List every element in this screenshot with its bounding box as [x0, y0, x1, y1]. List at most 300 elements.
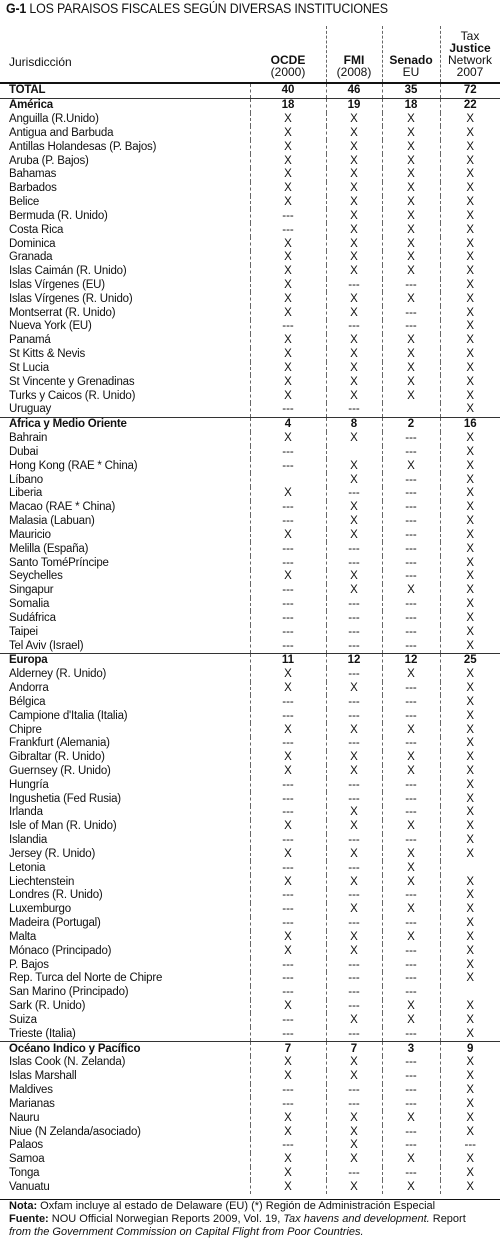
footer-note: Nota: Oxfam incluye al estado de Delaware (EU) (*) Región de Administración Especial: [9, 1200, 436, 1212]
title-text: LOS PARAISOS FISCALES SEGÚN DIVERSAS INSTITUCIONES: [29, 1, 388, 16]
mark-cell: X: [250, 1180, 326, 1194]
jurisdiction-cell: Malta: [9, 930, 37, 943]
mark-cell: 3: [382, 1042, 440, 1056]
table-row: [0, 958, 500, 972]
mark-cell: X: [250, 375, 326, 389]
table-row: [0, 529, 500, 543]
mark-cell: X: [440, 556, 500, 570]
table-row: [0, 1153, 500, 1167]
mark-cell: X: [326, 196, 382, 210]
mark-cell: X: [440, 806, 500, 820]
mark-cell: ---: [382, 279, 440, 293]
mark-cell: X: [440, 570, 500, 584]
mark-cell: X: [440, 944, 500, 958]
mark-cell: ---: [250, 542, 326, 556]
mark-cell: 25: [440, 653, 500, 667]
mark-cell: X: [326, 251, 382, 265]
mark-cell: X: [440, 611, 500, 625]
mark-cell: X: [250, 334, 326, 348]
mark-cell: X: [440, 1056, 500, 1070]
mark-cell: ---: [250, 778, 326, 792]
table-row: [0, 556, 500, 570]
header-divider: [382, 26, 383, 82]
mark-cell: X: [440, 792, 500, 806]
table-row: [0, 820, 500, 834]
jurisdiction-cell: St Lucia: [9, 361, 49, 374]
mark-cell: X: [250, 487, 326, 501]
table-row: [0, 1167, 500, 1181]
mark-cell: X: [440, 113, 500, 127]
jurisdiction-cell: Hungría: [9, 778, 49, 791]
table-row: [0, 695, 500, 709]
mark-cell: ---: [326, 917, 382, 931]
mark-cell: ---: [250, 806, 326, 820]
mark-cell: ---: [250, 958, 326, 972]
table-row: [0, 682, 500, 696]
table-row: [0, 279, 500, 293]
mark-cell: X: [250, 1056, 326, 1070]
mark-cell: 16: [440, 417, 500, 431]
mark-cell: ---: [326, 889, 382, 903]
table-row: [0, 1111, 500, 1125]
mark-cell: ---: [250, 917, 326, 931]
jurisdiction-cell: Macao (RAE * China): [9, 501, 116, 514]
mark-cell: ---: [250, 598, 326, 612]
jurisdiction-cell: Suiza: [9, 1013, 37, 1026]
jurisdiction-cell: Irlanda: [9, 806, 43, 819]
mark-cell: ---: [250, 611, 326, 625]
table-row: [0, 778, 500, 792]
mark-cell: X: [250, 168, 326, 182]
mark-cell: X: [326, 375, 382, 389]
mark-cell: ---: [382, 306, 440, 320]
mark-cell: X: [250, 126, 326, 140]
mark-cell: X: [440, 875, 500, 889]
mark-cell: ---: [382, 473, 440, 487]
table-row: [0, 723, 500, 737]
table-row: [0, 917, 500, 931]
mark-cell: ---: [326, 487, 382, 501]
mark-cell: [382, 403, 440, 417]
mark-cell: X: [326, 1153, 382, 1167]
table-row: [0, 1084, 500, 1098]
table-row: [0, 403, 500, 417]
mark-cell: ---: [326, 972, 382, 986]
mark-cell: X: [250, 848, 326, 862]
mark-cell: X: [382, 223, 440, 237]
mark-cell: X: [382, 584, 440, 598]
table-row: [0, 1070, 500, 1084]
jurisdiction-cell: Anguilla (R.Unido): [9, 113, 99, 126]
jurisdiction-cell: San Marino (Principado): [9, 986, 129, 999]
jurisdiction-cell: Melilla (España): [9, 542, 89, 555]
mark-cell: X: [382, 820, 440, 834]
mark-cell: X: [440, 320, 500, 334]
table-row: [0, 223, 500, 237]
footer-source-cont: from the Government Commission on Capital Flight from Poor Countries.: [9, 1226, 364, 1238]
mark-cell: X: [440, 432, 500, 446]
mark-cell: X: [382, 459, 440, 473]
mark-cell: X: [326, 1180, 382, 1194]
jurisdiction-cell: Tonga: [9, 1167, 40, 1179]
mark-cell: ---: [326, 611, 382, 625]
mark-cell: X: [382, 168, 440, 182]
jurisdiction-cell: Uruguay: [9, 403, 52, 416]
mark-cell: ---: [326, 556, 382, 570]
mark-cell: ---: [382, 682, 440, 696]
mark-cell: ---: [326, 1097, 382, 1111]
mark-cell: ---: [326, 639, 382, 653]
jurisdiction-cell: Hong Kong (RAE * China): [9, 459, 138, 472]
mark-cell: 18: [382, 98, 440, 112]
summary-row: [0, 417, 500, 431]
mark-cell: X: [250, 154, 326, 168]
mark-cell: ---: [326, 958, 382, 972]
table-row: [0, 113, 500, 127]
table-row: [0, 737, 500, 751]
mark-cell: X: [440, 668, 500, 682]
jurisdiction-cell: Bélgica: [9, 695, 46, 708]
mark-cell: X: [326, 389, 382, 403]
jurisdiction-cell: Africa y Medio Oriente: [0, 417, 250, 431]
mark-cell: X: [440, 223, 500, 237]
mark-cell: X: [326, 459, 382, 473]
jurisdiction-cell: Alderney (R. Unido): [9, 668, 107, 681]
mark-cell: X: [250, 570, 326, 584]
table-row: [0, 182, 500, 196]
mark-cell: X: [440, 903, 500, 917]
mark-cell: X: [440, 848, 500, 862]
table-row: [0, 875, 500, 889]
mark-cell: X: [382, 265, 440, 279]
mark-cell: X: [250, 765, 326, 779]
table-header: [0, 20, 500, 82]
jurisdiction-cell: Jersey (R. Unido): [9, 847, 96, 860]
jurisdiction-cell: Liberia: [9, 487, 43, 500]
jurisdiction-cell: Islas Marshall: [9, 1070, 77, 1083]
mark-cell: ---: [382, 1097, 440, 1111]
mark-cell: X: [440, 126, 500, 140]
table-row: [0, 168, 500, 182]
mark-cell: 19: [326, 98, 382, 112]
header-tjn: Tax Justice Network 2007: [447, 29, 492, 79]
mark-cell: ---: [382, 625, 440, 639]
table-row: [0, 598, 500, 612]
mark-cell: X: [326, 515, 382, 529]
mark-cell: X: [382, 348, 440, 362]
mark-cell: ---: [382, 487, 440, 501]
mark-cell: X: [250, 432, 326, 446]
mark-cell: ---: [250, 403, 326, 417]
table-row: [0, 1000, 500, 1014]
jurisdiction-cell: Frankfurt (Alemania): [9, 737, 110, 750]
mark-cell: X: [250, 306, 326, 320]
mark-cell: X: [440, 820, 500, 834]
mark-cell: X: [440, 182, 500, 196]
mark-cell: X: [326, 113, 382, 127]
mark-cell: ---: [326, 279, 382, 293]
mark-cell: X: [382, 1000, 440, 1014]
mark-cell: X: [440, 375, 500, 389]
mark-cell: X: [440, 515, 500, 529]
jurisdiction-cell: Nauru: [9, 1111, 40, 1124]
jurisdiction-cell: Mauricio: [9, 528, 51, 541]
mark-cell: X: [382, 751, 440, 765]
mark-cell: ---: [250, 709, 326, 723]
mark-cell: X: [440, 1000, 500, 1014]
mark-cell: X: [326, 1139, 382, 1153]
mark-cell: X: [382, 1013, 440, 1027]
mark-cell: 22: [440, 98, 500, 112]
mark-cell: ---: [382, 1070, 440, 1084]
mark-cell: X: [382, 848, 440, 862]
mark-cell: ---: [326, 709, 382, 723]
jurisdiction-cell: Costa Rica: [9, 223, 64, 236]
table-row: [0, 889, 500, 903]
mark-cell: X: [440, 334, 500, 348]
mark-cell: X: [440, 501, 500, 515]
mark-cell: X: [326, 584, 382, 598]
table-row: [0, 639, 500, 653]
page-title: [6, 0, 388, 17]
mark-cell: X: [440, 168, 500, 182]
jurisdiction-cell: St Kitts & Nevis: [9, 348, 86, 361]
mark-cell: ---: [382, 501, 440, 515]
mark-cell: X: [326, 140, 382, 154]
jurisdiction-cell: Islas Caimán (R. Unido): [9, 265, 127, 278]
jurisdiction-cell: Granada: [9, 251, 53, 264]
jurisdiction-cell: TOTAL: [9, 84, 46, 97]
mark-cell: [440, 986, 500, 1000]
mark-cell: X: [250, 820, 326, 834]
mark-cell: ---: [382, 737, 440, 751]
mark-cell: 46: [326, 84, 382, 98]
mark-cell: X: [326, 348, 382, 362]
mark-cell: X: [250, 140, 326, 154]
jurisdiction-cell: Chipre: [9, 723, 42, 736]
mark-cell: ---: [326, 1084, 382, 1098]
table-row: [0, 1180, 500, 1194]
mark-cell: ---: [250, 209, 326, 223]
mark-cell: 72: [440, 84, 500, 98]
mark-cell: X: [250, 1000, 326, 1014]
table-row: [0, 542, 500, 556]
mark-cell: X: [250, 751, 326, 765]
table-row: [0, 792, 500, 806]
mark-cell: [250, 473, 326, 487]
mark-cell: X: [326, 182, 382, 196]
mark-cell: ---: [326, 403, 382, 417]
mark-cell: ---: [326, 1000, 382, 1014]
mark-cell: X: [440, 154, 500, 168]
table-row: [0, 584, 500, 598]
mark-cell: X: [382, 251, 440, 265]
mark-cell: X: [250, 362, 326, 376]
table-row: [0, 334, 500, 348]
mark-cell: X: [326, 1070, 382, 1084]
mark-cell: ---: [326, 668, 382, 682]
jurisdiction-cell: Taipei: [9, 625, 38, 638]
mark-cell: X: [382, 723, 440, 737]
jurisdiction-cell: Nueva York (EU): [9, 320, 92, 333]
table-row: [0, 265, 500, 279]
mark-cell: X: [440, 598, 500, 612]
mark-cell: X: [382, 389, 440, 403]
mark-cell: X: [440, 695, 500, 709]
jurisdiction-cell: Líbano: [9, 473, 43, 486]
table-row: [0, 515, 500, 529]
mark-cell: X: [250, 279, 326, 293]
jurisdiction-cell: Turks y Caicos (R. Unido): [9, 389, 136, 402]
table-row: [0, 765, 500, 779]
jurisdiction-cell: Seychelles: [9, 570, 63, 583]
table-row: [0, 237, 500, 251]
mark-cell: ---: [250, 834, 326, 848]
mark-cell: X: [440, 751, 500, 765]
mark-cell: X: [382, 931, 440, 945]
mark-cell: [326, 446, 382, 460]
mark-cell: 18: [250, 98, 326, 112]
mark-cell: ---: [382, 1139, 440, 1153]
table-row: [0, 986, 500, 1000]
mark-cell: X: [326, 903, 382, 917]
mark-cell: ---: [382, 944, 440, 958]
mark-cell: X: [326, 765, 382, 779]
mark-cell: ---: [326, 778, 382, 792]
jurisdiction-cell: Andorra: [9, 682, 49, 695]
mark-cell: ---: [326, 320, 382, 334]
mark-cell: X: [382, 1180, 440, 1194]
mark-cell: X: [250, 196, 326, 210]
mark-cell: X: [250, 682, 326, 696]
mark-cell: ---: [250, 556, 326, 570]
mark-cell: X: [440, 1153, 500, 1167]
mark-cell: ---: [326, 542, 382, 556]
jurisdiction-cell: Antigua and Barbuda: [9, 126, 114, 139]
table-row: [0, 625, 500, 639]
table-row: [0, 668, 500, 682]
mark-cell: ---: [250, 320, 326, 334]
mark-cell: X: [382, 209, 440, 223]
mark-cell: X: [440, 917, 500, 931]
mark-cell: ---: [326, 695, 382, 709]
mark-cell: X: [382, 1153, 440, 1167]
table-row: [0, 320, 500, 334]
mark-cell: X: [440, 265, 500, 279]
mark-cell: X: [440, 237, 500, 251]
mark-cell: 8: [326, 417, 382, 431]
mark-cell: X: [326, 751, 382, 765]
header-fmi: FMI (2008): [336, 53, 372, 79]
jurisdiction-cell: Dominica: [9, 237, 56, 250]
mark-cell: X: [440, 1125, 500, 1139]
mark-cell: ---: [326, 1027, 382, 1041]
mark-cell: X: [440, 1070, 500, 1084]
mark-cell: X: [326, 154, 382, 168]
mark-cell: 11: [250, 653, 326, 667]
table-row: [0, 140, 500, 154]
mark-cell: X: [326, 292, 382, 306]
mark-cell: ---: [250, 1013, 326, 1027]
mark-cell: X: [326, 237, 382, 251]
mark-cell: X: [440, 584, 500, 598]
mark-cell: X: [440, 389, 500, 403]
mark-cell: ---: [250, 986, 326, 1000]
mark-cell: X: [382, 126, 440, 140]
mark-cell: X: [326, 875, 382, 889]
mark-cell: ---: [382, 958, 440, 972]
mark-cell: X: [440, 487, 500, 501]
figure-code: G-1: [6, 1, 27, 16]
mark-cell: X: [440, 209, 500, 223]
mark-cell: [440, 861, 500, 875]
mark-cell: X: [250, 1167, 326, 1181]
mark-cell: ---: [250, 903, 326, 917]
mark-cell: X: [382, 861, 440, 875]
mark-cell: X: [440, 737, 500, 751]
table-row: [0, 1027, 500, 1041]
mark-cell: X: [440, 459, 500, 473]
mark-cell: ---: [382, 432, 440, 446]
header-divider: [326, 26, 327, 82]
mark-cell: X: [250, 113, 326, 127]
mark-cell: X: [440, 473, 500, 487]
mark-cell: X: [250, 723, 326, 737]
table-row: [0, 751, 500, 765]
mark-cell: X: [440, 682, 500, 696]
table-row: [0, 389, 500, 403]
mark-cell: X: [326, 682, 382, 696]
table-row: [0, 944, 500, 958]
jurisdiction-cell: Bahamas: [9, 168, 57, 181]
table-row: [0, 126, 500, 140]
mark-cell: ---: [382, 834, 440, 848]
jurisdiction-cell: Niue (N Zelanda/asociado): [9, 1125, 141, 1138]
mark-cell: X: [440, 1097, 500, 1111]
mark-cell: X: [382, 375, 440, 389]
table-row: [0, 1139, 500, 1153]
table-row: [0, 1097, 500, 1111]
mark-cell: 9: [440, 1042, 500, 1056]
summary-row: [0, 653, 500, 667]
mark-cell: ---: [250, 625, 326, 639]
jurisdiction-cell: Guernsey (R. Unido): [9, 764, 111, 777]
mark-cell: X: [250, 237, 326, 251]
mark-cell: 12: [382, 653, 440, 667]
mark-cell: ---: [250, 1027, 326, 1041]
mark-cell: X: [250, 389, 326, 403]
table-row: [0, 861, 500, 875]
table-row: [0, 362, 500, 376]
table-row: [0, 306, 500, 320]
mark-cell: X: [440, 972, 500, 986]
mark-cell: X: [382, 765, 440, 779]
mark-cell: X: [250, 1153, 326, 1167]
jurisdiction-cell: Océano Indico y Pacífico: [0, 1042, 250, 1056]
mark-cell: X: [440, 723, 500, 737]
jurisdiction-cell: Somalia: [9, 598, 50, 611]
jurisdiction-cell: Londres (R. Unido): [9, 889, 103, 902]
jurisdiction-cell: Rep. Turca del Norte de Chipre: [9, 972, 163, 985]
mark-cell: X: [326, 1056, 382, 1070]
jurisdiction-cell: Belice: [9, 196, 40, 209]
mark-cell: X: [440, 709, 500, 723]
table-row: [0, 903, 500, 917]
mark-cell: X: [250, 875, 326, 889]
mark-cell: X: [250, 529, 326, 543]
mark-cell: ---: [250, 584, 326, 598]
mark-cell: X: [440, 765, 500, 779]
